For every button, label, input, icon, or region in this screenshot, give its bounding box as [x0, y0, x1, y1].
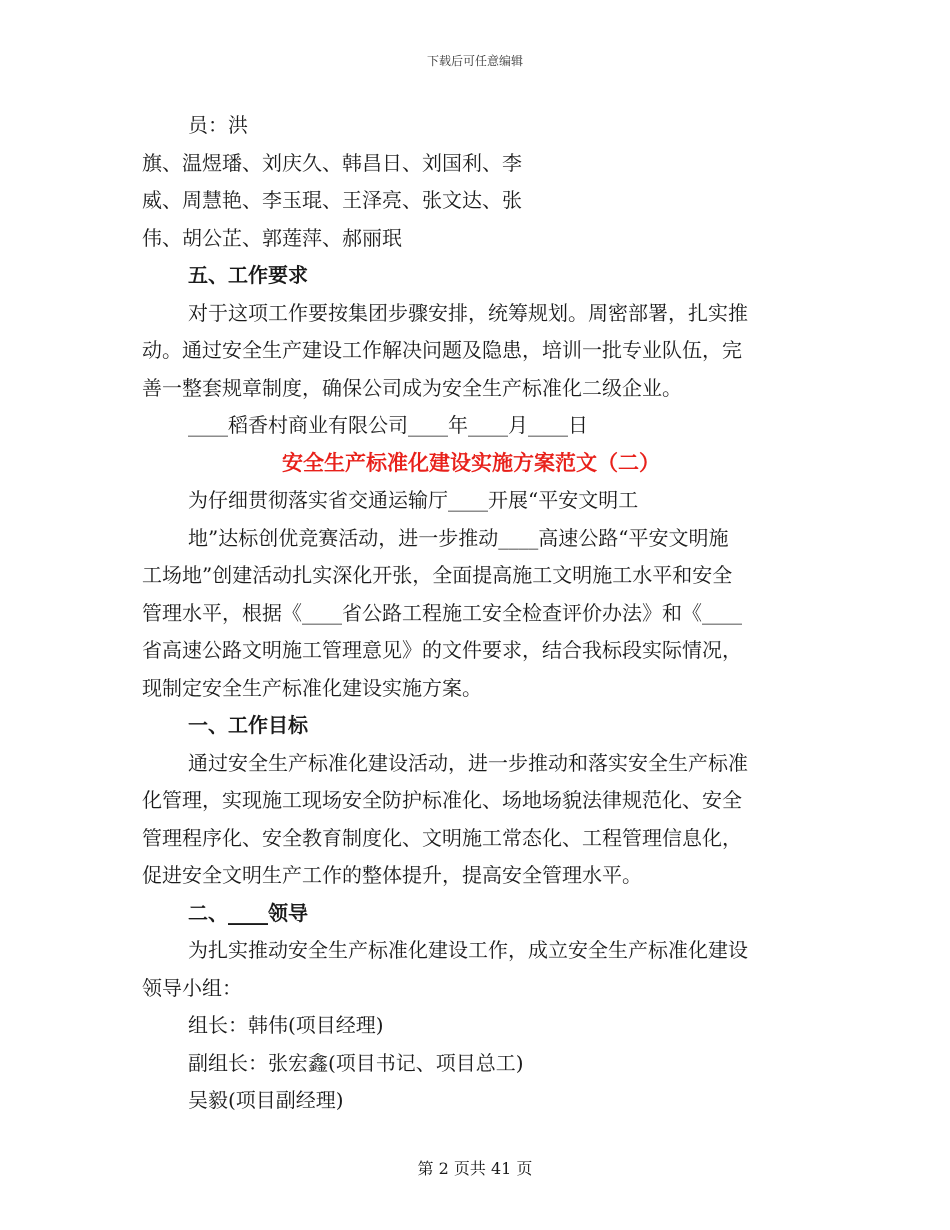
- text-line: 领导小组：: [142, 975, 242, 1000]
- text-line: 对于这项工作要按集团步骤安排，统筹规划。周密部署，扎实推: [188, 300, 748, 325]
- document-title: 安全生产标准化建设实施方案范文（二）: [282, 450, 660, 475]
- text-line: 副组长：张宏鑫(项目书记、项目总工): [188, 1050, 524, 1075]
- text-line: 伟、胡公芷、郭莲萍、郝丽珉: [142, 225, 402, 250]
- text-line: 旗、温煜璠、刘庆久、韩昌日、刘国利、李: [142, 150, 522, 175]
- section-heading: 二、____领导: [188, 900, 308, 925]
- text-line: 善一整套规章制度，确保公司成为安全生产标准化二级企业。: [142, 375, 682, 400]
- text-line: 工场地”创建活动扎实深化开张，全面提高施工文明施工水平和安全: [142, 563, 733, 587]
- text-line: 吴毅(项目副经理): [188, 1088, 344, 1112]
- text-line: 管理水平，根据《____省公路工程施工安全检查评价办法》和《____: [142, 600, 742, 625]
- text-line: 为仔细贯彻落实省交通运输厅____开展“平安文明工: [188, 488, 639, 512]
- text-line: 管理程序化、安全教育制度化、文明施工常态化、工程管理信息化，: [142, 825, 742, 850]
- text-line: 现制定安全生产标准化建设实施方案。: [142, 675, 482, 700]
- page-header-note: 下载后可任意编辑: [426, 54, 523, 68]
- text-line: 地”达标创优竞赛活动，进一步推动____高速公路“平安文明施: [188, 525, 729, 550]
- text-line: 促进安全文明生产工作的整体提升，提高安全管理水平。: [142, 863, 642, 887]
- text-line: 威、周慧艳、李玉琨、王泽亮、张文达、张: [142, 188, 522, 212]
- text-line: 通过安全生产标准化建设活动，进一步推动和落实安全生产标准: [188, 750, 748, 775]
- section-heading: 一、工作目标: [188, 713, 308, 737]
- signature-line: ____稻香村商业有限公司____年____月____日: [188, 413, 588, 437]
- section-heading: 五、工作要求: [188, 263, 308, 287]
- text-line: 组长：韩伟(项目经理): [188, 1013, 384, 1037]
- document-body: [142, 107, 800, 1120]
- page-footer-number: 第 2 页共 41 页: [417, 1159, 533, 1178]
- text-line: 动。通过安全生产建设工作解决问题及隐患，培训一批专业队伍，完: [142, 338, 742, 362]
- text-line: 为扎实推动安全生产标准化建设工作，成立安全生产标准化建设: [188, 938, 748, 962]
- text-line: 化管理，实现施工现场安全防护标准化、场地场貌法律规范化、安全: [142, 788, 742, 812]
- text-line: 省高速公路文明施工管理意见》的文件要求，结合我标段实际情况，: [142, 638, 742, 662]
- text-line: 员：洪: [188, 113, 248, 137]
